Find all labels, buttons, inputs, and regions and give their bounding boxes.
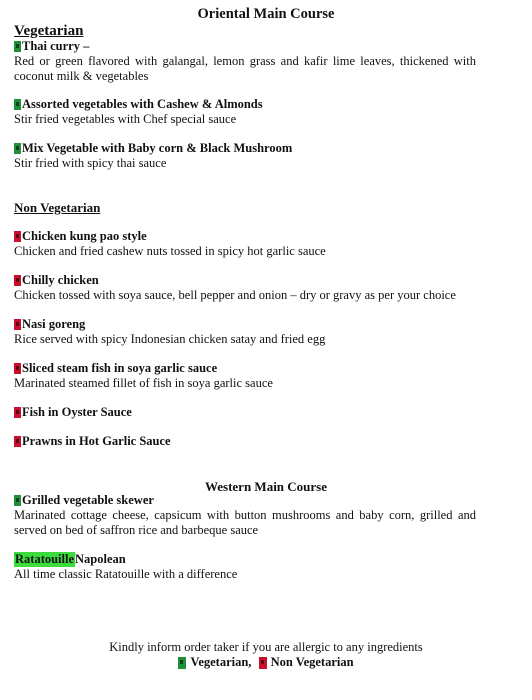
menu-item-description: Red or green flavored with galangal, lemon grass and kafir lime leaves, thickened with coconut milk & vegetables <box>14 54 476 83</box>
veg-marker-icon <box>14 495 21 506</box>
menu-item <box>14 273 476 303</box>
legend-non-veg: Non Vegetarian <box>259 655 354 670</box>
section-heading-vegetarian: Vegetarian <box>14 23 84 39</box>
menu-item <box>14 229 476 259</box>
veg-marker-icon <box>14 41 21 52</box>
menu-item-name: Thai curry – <box>14 39 476 54</box>
menu-item-description: All time classic Ratatouille with a difference <box>14 567 238 581</box>
menu-item-name: Prawns in Hot Garlic Sauce <box>14 434 476 449</box>
non-veg-marker-icon <box>14 436 21 447</box>
highlighted-name: Ratatouille <box>15 552 75 566</box>
menu-item <box>14 493 476 538</box>
menu-item <box>14 141 476 171</box>
legend-veg: Vegetarian, <box>178 655 251 670</box>
menu-item-name: Fish in Oyster Sauce <box>14 405 476 420</box>
menu-item <box>14 361 476 391</box>
menu-item-description: Stir fried vegetables with Chef special sauce <box>14 112 237 126</box>
non-veg-marker-icon <box>14 275 21 286</box>
menu-item-description: Marinated steamed fillet of fish in soya garlic sauce <box>14 376 273 390</box>
veg-marker-icon <box>178 657 186 669</box>
menu-item <box>14 552 476 582</box>
allergy-note: Kindly inform order taker if you are allergic to any ingredients <box>109 640 423 654</box>
veg-marker-icon <box>14 143 21 154</box>
menu-item-name: Sliced steam fish in soya garlic sauce <box>14 361 476 376</box>
veg-marker-icon <box>14 99 21 110</box>
non-veg-marker-icon <box>259 657 267 669</box>
menu-item <box>14 97 476 127</box>
menu-item <box>14 434 476 449</box>
non-veg-marker-icon <box>14 363 21 374</box>
menu-item-description: Chicken and fried cashew nuts tossed in spicy hot garlic sauce <box>14 244 326 258</box>
menu-item <box>14 317 476 347</box>
menu-item-name: Assorted vegetables with Cashew & Almonds <box>14 97 476 112</box>
menu-item-description: Marinated cottage cheese, capsicum with button mushrooms and baby corn, grilled and served on bed of saffron rice and barbeque sauce <box>14 508 476 537</box>
menu-item-name: Grilled vegetable skewer <box>14 493 476 508</box>
menu-item-name: Ratatouille Napolean <box>15 552 126 566</box>
section-heading-western: Western Main Course <box>204 479 328 494</box>
non-veg-marker-icon <box>14 407 21 418</box>
menu-item-description: Stir fried with spicy thai sauce <box>14 156 167 170</box>
menu-item <box>14 39 476 84</box>
page-title: Oriental Main Course <box>197 6 335 22</box>
menu-item-name: Nasi goreng <box>14 317 476 332</box>
menu-item-description: Chicken tossed with soya sauce, bell pepper and onion – dry or gravy as per your choice <box>14 288 456 302</box>
menu-item-name: Mix Vegetable with Baby corn & Black Mushroom <box>14 141 476 156</box>
menu-item-name: Chicken kung pao style <box>14 229 476 244</box>
non-veg-marker-icon <box>14 319 21 330</box>
section-heading-non-vegetarian: Non Vegetarian <box>14 200 101 215</box>
menu-item-description: Rice served with spicy Indonesian chicken satay and fried egg <box>14 332 326 346</box>
menu-item-name: Chilly chicken <box>14 273 476 288</box>
non-veg-marker-icon <box>14 231 21 242</box>
legend <box>0 655 532 673</box>
menu-item <box>14 405 476 420</box>
